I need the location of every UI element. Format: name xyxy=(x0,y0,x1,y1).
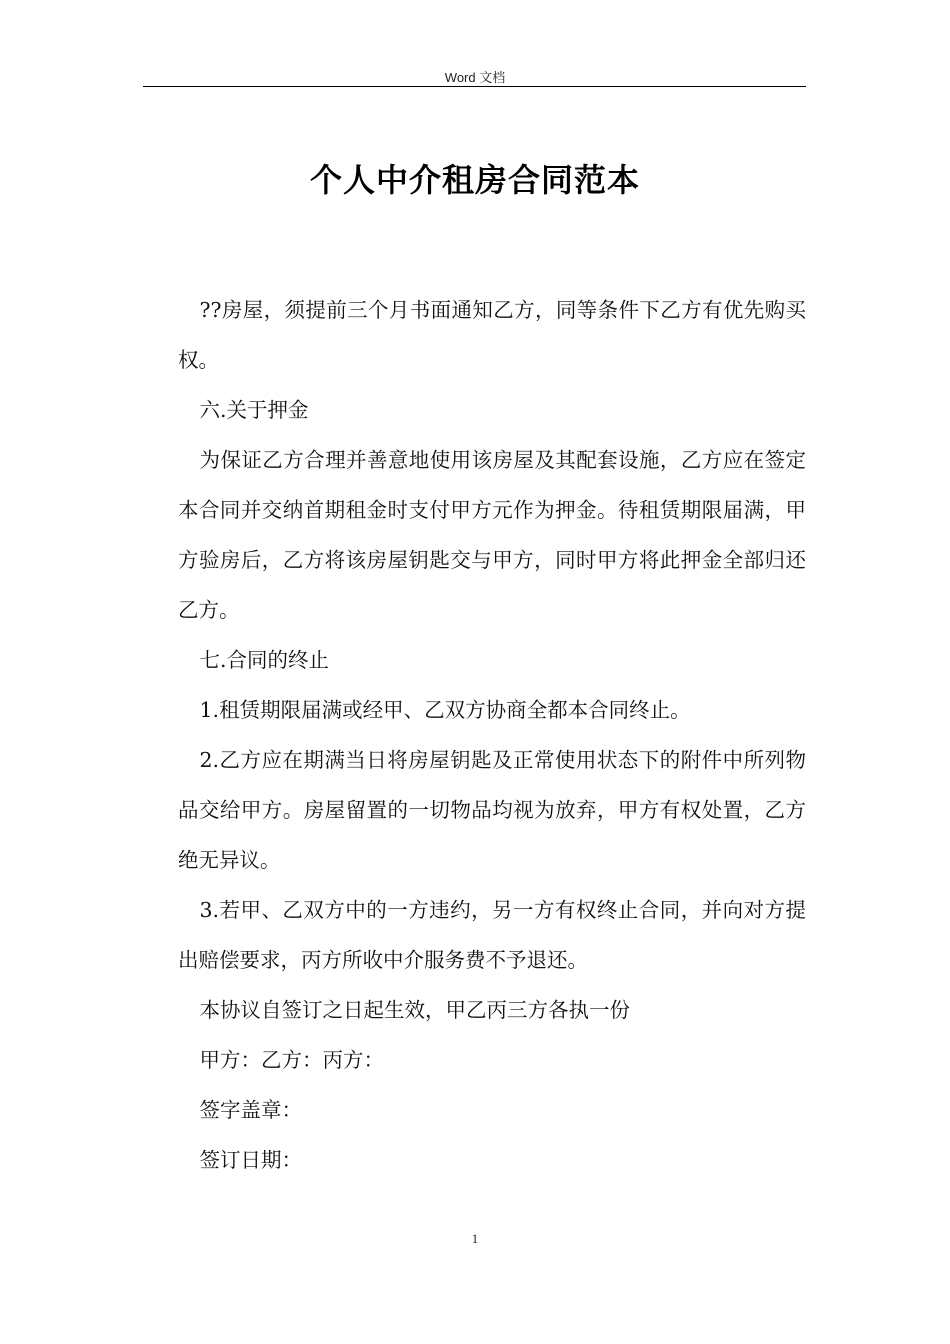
document-title: 个人中介租房合同范本 xyxy=(309,161,640,199)
paragraph-effective: 本协议自签订之日起生效，甲乙丙三方各执一份 xyxy=(199,998,631,1022)
header-divider xyxy=(143,86,806,87)
page-number: 1 xyxy=(471,1231,479,1246)
paragraph-parties: 甲方：乙方：丙方： xyxy=(199,1048,385,1072)
paragraph-sign-date: 签订日期： xyxy=(199,1148,303,1172)
page-header-text: Word 文档 xyxy=(444,70,506,85)
paragraph-termination-1: 1.租赁期限届满或经甲、乙双方协商全都本合同终止。 xyxy=(199,698,691,722)
paragraph-purchase-right: ??房屋，须提前三个月书面通知乙方，同等条件下乙方有优先购买权。 xyxy=(178,298,806,372)
paragraph-deposit: 为保证乙方合理并善意地使用该房屋及其配套设施，乙方应在签定本合同并交纳首期租金时支付甲方元作为押金。待租赁期限届满，甲方验房后，乙方将该房屋钥匙交与甲方，同时甲方将此押金全部归还乙方。 xyxy=(178,448,806,622)
paragraph-signature: 签字盖章： xyxy=(199,1098,303,1122)
paragraph-termination-2: 2.乙方应在期满当日将房屋钥匙及正常使用状态下的附件中所列物品交给甲方。房屋留置的一切物品均视为放弃，甲方有权处置，乙方绝无异议。 xyxy=(178,748,806,872)
heading-deposit: 六.关于押金 xyxy=(199,398,309,422)
heading-termination: 七.合同的终止 xyxy=(199,648,330,672)
document-body xyxy=(178,285,806,1185)
paragraph-termination-3: 3.若甲、乙双方中的一方违约，另一方有权终止合同，并向对方提出赔偿要求，丙方所收中介服务费不予退还。 xyxy=(178,898,806,972)
